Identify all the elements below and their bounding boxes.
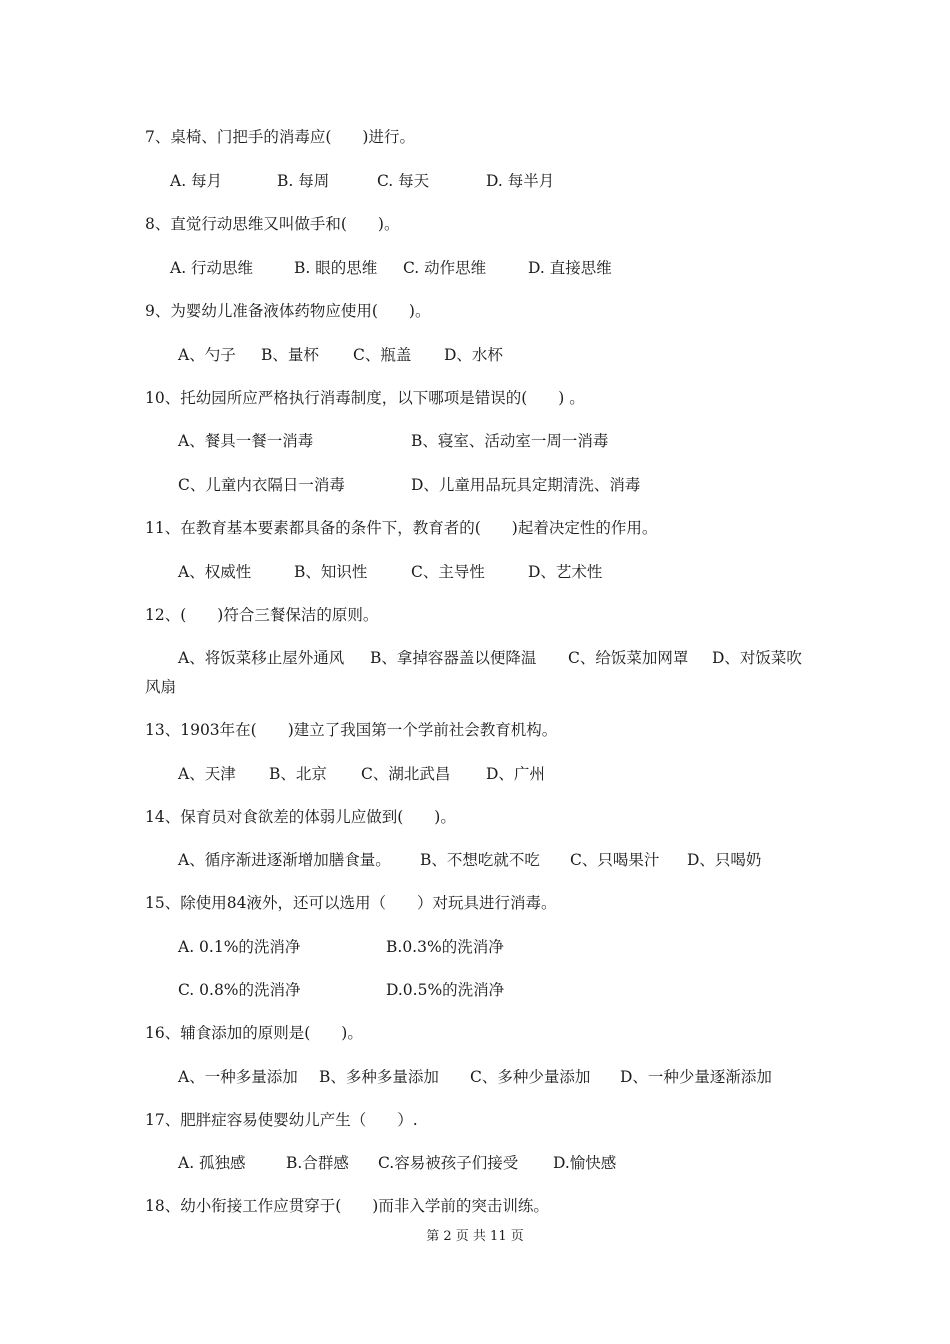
question-16-option-d: D、一种少量逐渐添加 xyxy=(620,1068,772,1086)
question-12-option-c: C、给饭菜加网罩 xyxy=(568,649,689,667)
question-16-option-a: A、一种多量添加 xyxy=(178,1068,298,1086)
question-14-option-c: C、只喝果汁 xyxy=(570,851,660,869)
question-17-option-d: D.愉快感 xyxy=(553,1154,617,1172)
question-14-stem: 14、保育员对食欲差的体弱儿应做到( )。 xyxy=(145,808,456,826)
question-8-option-d: D. 直接思维 xyxy=(528,259,612,277)
question-11-option-c: C、主导性 xyxy=(411,563,485,581)
question-15-option-b: B.0.3%的洗消净 xyxy=(386,938,504,956)
question-7-option-c: C. 每天 xyxy=(377,172,430,190)
question-12-option-b: B、拿掉容器盖以便降温 xyxy=(370,649,537,667)
question-11-stem: 11、在教育基本要素都具备的条件下，教育者的( )起着决定性的作用。 xyxy=(145,519,658,537)
question-8-option-a: A. 行动思维 xyxy=(170,259,254,277)
question-10-option-d: D、儿童用品玩具定期清洗、消毒 xyxy=(411,476,641,494)
question-10-stem: 10、托幼园所应严格执行消毒制度，以下哪项是错误的( ) 。 xyxy=(145,389,585,407)
question-13-option-b: B、北京 xyxy=(269,765,327,783)
question-13-option-d: D、广州 xyxy=(486,765,545,783)
question-16-option-c: C、多种少量添加 xyxy=(470,1068,591,1086)
question-17-stem: 17、肥胖症容易使婴幼儿产生（ ）. xyxy=(145,1111,418,1129)
question-8-stem: 8、直觉行动思维又叫做手和( )。 xyxy=(145,215,400,233)
question-12-option-a: A、将饭菜移止屋外通风 xyxy=(178,649,345,667)
question-11-option-d: D、艺术性 xyxy=(528,563,603,581)
question-7-option-d: D. 每半月 xyxy=(486,172,555,190)
question-9-option-a: A、勺子 xyxy=(178,346,236,364)
question-13-option-c: C、湖北武昌 xyxy=(361,765,451,783)
question-17-option-c: C.容易被孩子们接受 xyxy=(378,1154,519,1172)
question-12-stem: 12、( )符合三餐保洁的原则。 xyxy=(145,606,379,624)
page-number-footer: 第 2 页 共 11 页 xyxy=(426,1229,524,1244)
question-7-stem: 7、桌椅、门把手的消毒应( )进行。 xyxy=(145,128,415,146)
question-9-option-d: D、水杯 xyxy=(444,346,503,364)
question-9-option-c: C、瓶盖 xyxy=(353,346,412,364)
question-15-option-d: D.0.5%的洗消净 xyxy=(386,981,505,999)
question-7-option-b: B. 每周 xyxy=(277,172,330,190)
question-13-option-a: A、天津 xyxy=(178,765,236,783)
question-11-option-a: A、权威性 xyxy=(178,563,252,581)
question-10-option-b: B、寝室、活动室一周一消毒 xyxy=(411,432,609,450)
question-8-option-b: B. 眼的思维 xyxy=(294,259,378,277)
question-14-option-d: D、只喝奶 xyxy=(687,851,762,869)
question-16-option-b: B、多种多量添加 xyxy=(319,1068,439,1086)
question-9-option-b: B、量杯 xyxy=(261,346,319,364)
question-11-option-b: B、知识性 xyxy=(294,563,368,581)
question-17-option-a: A. 孤独感 xyxy=(178,1154,246,1172)
question-15-option-c: C. 0.8%的洗消净 xyxy=(178,981,301,999)
question-12-option-d: D、对饭菜吹 xyxy=(712,649,802,667)
question-18-stem: 18、幼小衔接工作应贯穿于( )而非入学前的突击训练。 xyxy=(145,1197,549,1215)
question-10-option-a: A、餐具一餐一消毒 xyxy=(178,432,314,450)
question-17-option-b: B.合群感 xyxy=(286,1154,349,1172)
question-9-stem: 9、为婴幼儿准备液体药物应使用( )。 xyxy=(145,302,431,320)
question-14-option-b: B、不想吃就不吃 xyxy=(420,851,540,869)
question-7-option-a: A. 每月 xyxy=(170,172,223,190)
question-8-option-c: C. 动作思维 xyxy=(403,259,487,277)
question-10-option-c: C、儿童内衣隔日一消毒 xyxy=(178,476,345,494)
question-16-stem: 16、辅食添加的原则是( )。 xyxy=(145,1024,363,1042)
question-15-stem: 15、除使用84液外，还可以选用（ ）对玩具进行消毒。 xyxy=(145,894,557,912)
question-12-option-d-wrap: 风扇 xyxy=(145,678,177,696)
question-15-option-a: A. 0.1%的洗消净 xyxy=(178,938,301,956)
question-13-stem: 13、1903年在( )建立了我国第一个学前社会教育机构。 xyxy=(145,721,558,739)
question-14-option-a: A、循序渐进逐渐增加膳食量。 xyxy=(178,851,391,869)
